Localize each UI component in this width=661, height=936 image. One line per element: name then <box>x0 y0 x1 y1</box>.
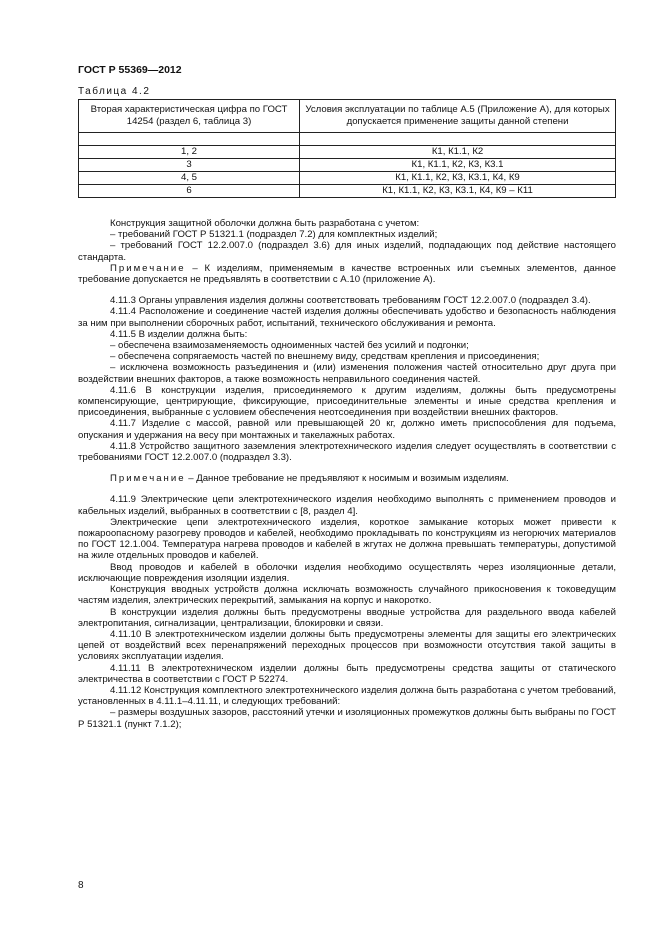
table-header-cell: Условия эксплуатации по таблице А.5 (Приложение А), для которых допускается применение защиты данной степени <box>300 100 616 133</box>
paragraph: 4.11.5 В изделии должна быть: <box>110 328 248 340</box>
paragraph: – обеспечена взаимозаменяемость одноименных частей без усилий и подгонки; <box>110 340 469 352</box>
paragraph: 4.11.11 В электротехническом изделии должны быть предусмотрены средства защиты от статического электричества в соответствии с ГОСТ Р 52274. <box>78 662 616 685</box>
note <box>78 263 616 285</box>
paragraph: – требований ГОСТ 12.2.007.0 (подраздел 3.6) для иных изделий, подпадающих под действие настоящего стандарта. <box>78 240 616 263</box>
table-cell: К1, К1.1, К2, К3, К3.1, К4, К9 <box>300 172 616 185</box>
conditions-table <box>78 99 616 198</box>
paragraph: 4.11.9 Электрические цепи электротехнического изделия необходимо выполнять с применением проводов и кабельных изделий, выбранных в соответствии с [8, раздел 4]. <box>78 494 616 517</box>
table-row <box>79 159 616 172</box>
paragraph: 4.11.6 В конструкции изделия, присоединяемого к другим изделиям, должны быть предусмотрены компенсирующие, центрирующие, фиксирующие, присоединительные элементы и иные средства крепления и присоединения, выбранные с условием обеспечения неотсоединения при воздействии внешних факторов. <box>78 384 616 419</box>
table-spacer-row <box>79 133 616 146</box>
paragraph: Конструкция защитной оболочки должна быть разработана с учетом: <box>110 218 420 229</box>
table-row <box>79 146 616 159</box>
paragraph: 4.11.4 Расположение и соединение частей изделия должны обеспечивать удобство и безопасность наблюдения за ним при выполнении сборочных работ, испытаний, технического обслуживания и ремонта. <box>78 306 616 329</box>
paragraph: – размеры воздушных зазоров, расстояний утечки и изоляционных промежутков должны быть выбраны по ГОСТ Р 51321.1 (пункт 7.1.2); <box>78 707 616 730</box>
table-header-cell: Вторая характеристическая цифра по ГОСТ 14254 (раздел 6, таблица 3) <box>79 100 300 133</box>
table-cell: 6 <box>79 185 300 198</box>
paragraph: 4.11.8 Устройство защитного заземления электротехнического изделия следует осуществлять в соответствии с требованиями ГОСТ 12.2.007.0 (подраздел 3.3). <box>78 440 616 464</box>
note-text: – Данное требование не предъявляют к носимым и возимым изделиям. <box>185 473 509 485</box>
page-number: 8 <box>78 880 84 891</box>
table-caption: Таблица 4.2 <box>78 86 151 97</box>
table-row <box>79 172 616 185</box>
paragraph: – обеспечена сопрягаемость частей по внешнему виду, средствам крепления и присоединения; <box>110 351 540 363</box>
note-text: – К изделиям, применяемым в качестве встроенных или съемных элементов, данное требование допускается не предъявлять в соответствии с А.10 (приложение А). <box>78 262 616 286</box>
table-cell: К1, К1.1, К2, К3, К3.1 <box>300 159 616 172</box>
note-label: Примечание <box>110 473 186 485</box>
paragraph: – требований ГОСТ Р 51321.1 (подраздел 7.2) для комплектных изделий; <box>110 229 438 241</box>
paragraph: Конструкция вводных устройств должна исключать возможность случайного прикосновения к токоведущим частям изделия, электрических перекрытий, замыкания на корпус и накоротко. <box>78 584 616 607</box>
paragraph: В конструкции изделия должны быть предусмотрены вводные устройства для раздельного ввода кабелей электропитания, сигнализации, централизации, блокировки и связи. <box>78 606 616 629</box>
paragraph: – исключена возможность разъединения и (или) изменения положения частей относительно друг друга при воздействии внешних факторов, а также возможность неправильного соединения частей. <box>78 362 616 385</box>
table-cell: К1, К1.1, К2 <box>300 146 616 159</box>
table-cell: К1, К1.1, К2, К3, К3.1, К4, К9 – К11 <box>300 185 616 198</box>
paragraph: Ввод проводов и кабелей в оболочки изделия необходимо осуществлять через изоляционные детали, исключающие повреждения изоляции изделия. <box>78 561 616 584</box>
paragraph: 4.11.12 Конструкция комплектного электротехнического изделия должна быть разработана с учетом требований, установленных в 4.11.1–4.11.11, и следующих требований: <box>78 684 616 708</box>
table-row <box>79 185 616 198</box>
paragraph: 4.11.3 Органы управления изделия должны соответствовать требованиям ГОСТ 12.2.007.0 (подраздел 3.4). <box>110 295 591 307</box>
table-cell: 1, 2 <box>79 146 300 159</box>
table-cell: 4, 5 <box>79 172 300 185</box>
document-header: ГОСТ Р 55369—2012 <box>78 64 182 76</box>
paragraph: Электрические цепи электротехнического изделия, короткое замыкание которых может привести к пожароопасному разогреву проводов и кабелей, необходимо прокладывать по конструкциям из негорючих материалов по ГОСТ 12.1.004. Температура нагрева проводов и кабелей в жгутах не должна превышать температуры, допустимой на жиле отдельных проводов и кабелей. <box>78 516 616 562</box>
table-header-row <box>79 100 616 133</box>
document-body <box>78 218 616 730</box>
note <box>78 473 616 484</box>
paragraph: 4.11.7 Изделие с массой, равной или превышающей 20 кг, должно иметь приспособления для подъема, опускания и удержания на весу при монтажных и такелажных работах. <box>78 418 616 441</box>
table-cell: 3 <box>79 159 300 172</box>
note-label: Примечание <box>110 262 186 274</box>
paragraph: 4.11.10 В электротехническом изделии должны быть предусмотрены элементы для защиты его электрических цепей от воздействий всех перенапряжений переходных процессов при возможности отсутствия такой защиты в условиях эксплуатации изделия. <box>78 628 616 663</box>
